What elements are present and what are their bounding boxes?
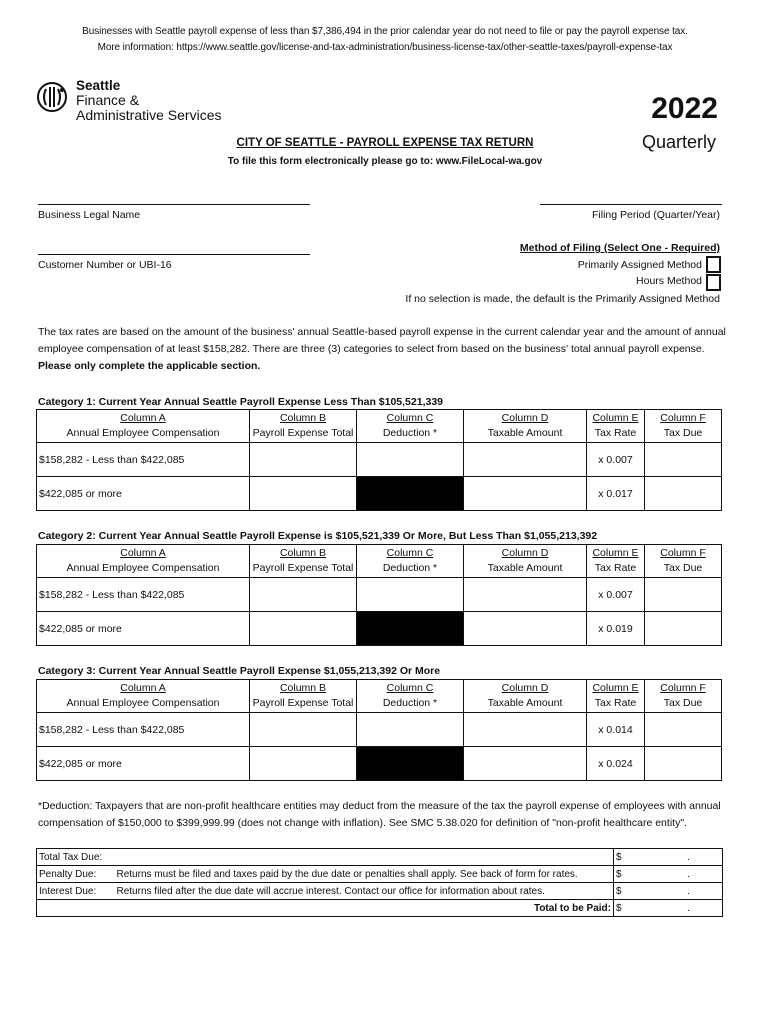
tax-due-input[interactable] xyxy=(645,713,722,747)
seattle-logo-icon xyxy=(36,80,70,117)
compensation-range: $158,282 - Less than $422,085 xyxy=(37,713,250,747)
column-e-header: Column E Tax Rate xyxy=(587,545,645,578)
taxable-amount-input[interactable] xyxy=(464,477,587,511)
penalty-note: Returns must be filed and taxes paid by the due date or penalties shall apply. See back of form for rates. xyxy=(115,866,614,883)
table-row xyxy=(37,443,722,477)
tax-due-input[interactable] xyxy=(645,612,722,646)
table-row xyxy=(37,713,722,747)
category-1-title: Category 1: Current Year Annual Seattle Payroll Expense Less Than $105,521,339 xyxy=(38,396,444,408)
tax-due-input[interactable] xyxy=(645,747,722,781)
column-d-header: Column D Taxable Amount xyxy=(464,545,587,578)
tax-rate: x 0.017 xyxy=(587,477,645,511)
column-d-header: Column D Taxable Amount xyxy=(464,410,587,443)
payroll-expense-input[interactable] xyxy=(250,747,357,781)
filing-frequency: Quarterly xyxy=(641,132,716,152)
column-a-header: Column A Annual Employee Compensation xyxy=(37,410,250,443)
form-title: CITY OF SEATTLE - PAYROLL EXPENSE TAX RETURN xyxy=(236,137,534,149)
filing-period-field[interactable]: Filing Period (Quarter/Year) xyxy=(592,209,720,221)
deduction-input[interactable] xyxy=(357,443,464,477)
tax-rate: x 0.024 xyxy=(587,747,645,781)
column-b-header: Column B Payroll Expense Total xyxy=(250,545,357,578)
column-d-header: Column D Taxable Amount xyxy=(464,680,587,713)
tax-due-input[interactable] xyxy=(645,443,722,477)
tax-rate: x 0.019 xyxy=(587,612,645,646)
table-row xyxy=(37,477,722,511)
tax-year: 2022 xyxy=(651,92,718,125)
column-f-header: Column F Tax Due xyxy=(645,410,722,443)
electronic-filing-note: To file this form electronically please go to: www.FileLocal-wa.gov xyxy=(227,156,543,167)
category-2-table xyxy=(36,544,722,646)
table-header-row xyxy=(37,680,722,713)
total-paid-input[interactable]: $ . xyxy=(614,900,723,917)
compensation-range: $158,282 - Less than $422,085 xyxy=(37,578,250,612)
filing-period-line xyxy=(540,204,722,205)
deduction-input[interactable] xyxy=(357,578,464,612)
interest-row xyxy=(37,883,723,900)
intro-bold-note: Please only complete the applicable section. xyxy=(38,360,261,372)
compensation-range: $422,085 or more xyxy=(37,747,250,781)
column-a-header: Column A Annual Employee Compensation xyxy=(37,680,250,713)
interest-label: Interest Due: xyxy=(37,883,115,900)
column-f-header: Column F Tax Due xyxy=(645,680,722,713)
interest-note: Returns filed after the due date will accrue interest. Contact our office for information about rates. xyxy=(115,883,614,900)
business-name-line xyxy=(38,204,310,205)
column-e-header: Column E Tax Rate xyxy=(587,410,645,443)
customer-number-line xyxy=(38,254,310,255)
method-heading: Method of Filing (Select One - Required) xyxy=(519,242,720,254)
taxable-amount-input[interactable] xyxy=(464,443,587,477)
column-e-header: Column E Tax Rate xyxy=(587,680,645,713)
column-a-header: Column A Annual Employee Compensation xyxy=(37,545,250,578)
taxable-amount-input[interactable] xyxy=(464,713,587,747)
compensation-range: $158,282 - Less than $422,085 xyxy=(37,443,250,477)
column-c-header: Column C Deduction * xyxy=(357,410,464,443)
total-tax-row xyxy=(37,849,723,866)
category-3-table xyxy=(36,679,722,781)
logo-dept-line2: Administrative Services xyxy=(76,107,222,123)
taxable-amount-input[interactable] xyxy=(464,612,587,646)
taxable-amount-input[interactable] xyxy=(464,578,587,612)
table-row xyxy=(37,612,722,646)
department-logo-text xyxy=(76,78,222,123)
taxable-amount-input[interactable] xyxy=(464,747,587,781)
business-name-field[interactable]: Business Legal Name xyxy=(38,209,141,221)
table-header-row xyxy=(37,545,722,578)
table-header-row xyxy=(37,410,722,443)
table-row xyxy=(37,578,722,612)
payroll-expense-input[interactable] xyxy=(250,713,357,747)
column-f-header: Column F Tax Due xyxy=(645,545,722,578)
payroll-threshold-notice: Businesses with Seattle payroll expense of less than $7,386,494 in the prior calendar year do not need to file or pay the payroll expense tax. xyxy=(82,26,688,37)
default-method-note: If no selection is made, the default is the Primarily Assigned Method xyxy=(405,293,720,305)
penalty-row xyxy=(37,866,723,883)
totals-table xyxy=(36,848,723,917)
total-tax-input[interactable]: $ . xyxy=(614,849,723,866)
penalty-label: Penalty Due: xyxy=(37,866,115,883)
deduction-blocked xyxy=(357,612,464,646)
total-tax-label: Total Tax Due: xyxy=(37,849,614,866)
tax-rate: x 0.007 xyxy=(587,578,645,612)
customer-number-field[interactable]: Customer Number or UBI-16 xyxy=(38,259,172,271)
primarily-assigned-checkbox[interactable] xyxy=(706,256,721,273)
category-3-title: Category 3: Current Year Annual Seattle Payroll Expense $1,055,213,392 Or More xyxy=(38,665,441,677)
payroll-expense-input[interactable] xyxy=(250,443,357,477)
payroll-expense-input[interactable] xyxy=(250,477,357,511)
tax-due-input[interactable] xyxy=(645,578,722,612)
tax-rate: x 0.007 xyxy=(587,443,645,477)
tax-due-input[interactable] xyxy=(645,477,722,511)
tax-rate-explanation xyxy=(38,324,738,375)
deduction-blocked xyxy=(357,747,464,781)
payroll-expense-input[interactable] xyxy=(250,612,357,646)
category-2-title: Category 2: Current Year Annual Seattle Payroll Expense is $105,521,339 Or More, But Less Than $1,055,213,392 xyxy=(38,530,598,542)
hours-method-label: Hours Method xyxy=(636,275,702,287)
primarily-assigned-label: Primarily Assigned Method xyxy=(577,259,702,271)
deduction-blocked xyxy=(357,477,464,511)
compensation-range: $422,085 or more xyxy=(37,612,250,646)
intro-text: The tax rates are based on the amount of the business' annual Seattle-based payroll expense in the current calendar year and the amount of annual employee compensation of at least $158,282. There are three (3) categories to select from based on the business' total annual payroll expense. xyxy=(38,326,726,355)
payroll-expense-input[interactable] xyxy=(250,578,357,612)
total-paid-row xyxy=(37,900,723,917)
hours-method-checkbox[interactable] xyxy=(706,274,721,291)
deduction-input[interactable] xyxy=(357,713,464,747)
tax-rate: x 0.014 xyxy=(587,713,645,747)
column-c-header: Column C Deduction * xyxy=(357,545,464,578)
compensation-range: $422,085 or more xyxy=(37,477,250,511)
deduction-footnote: *Deduction: Taxpayers that are non-profit healthcare entities may deduct from the measure of the tax the payroll expense of employees with annual compensation of $150,000 to $399,999.99 (does not change with inflation). See SMC 5.38.020 for definition of "non-profit healthcare entity". xyxy=(38,800,721,829)
category-1-table xyxy=(36,409,722,511)
penalty-input[interactable]: $ . xyxy=(614,866,723,883)
table-row xyxy=(37,747,722,781)
more-info-link[interactable]: More information: https://www.seattle.gov/license-and-tax-administration/business-license-tax/other-seattle-taxes/payroll-expense-tax xyxy=(97,42,673,53)
interest-input[interactable]: $ . xyxy=(614,883,723,900)
column-b-header: Column B Payroll Expense Total xyxy=(250,410,357,443)
column-c-header: Column C Deduction * xyxy=(357,680,464,713)
logo-city: Seattle xyxy=(76,78,121,93)
logo-dept-line1: Finance & xyxy=(76,92,140,108)
column-b-header: Column B Payroll Expense Total xyxy=(250,680,357,713)
total-paid-label: Total to be Paid: xyxy=(37,900,614,917)
